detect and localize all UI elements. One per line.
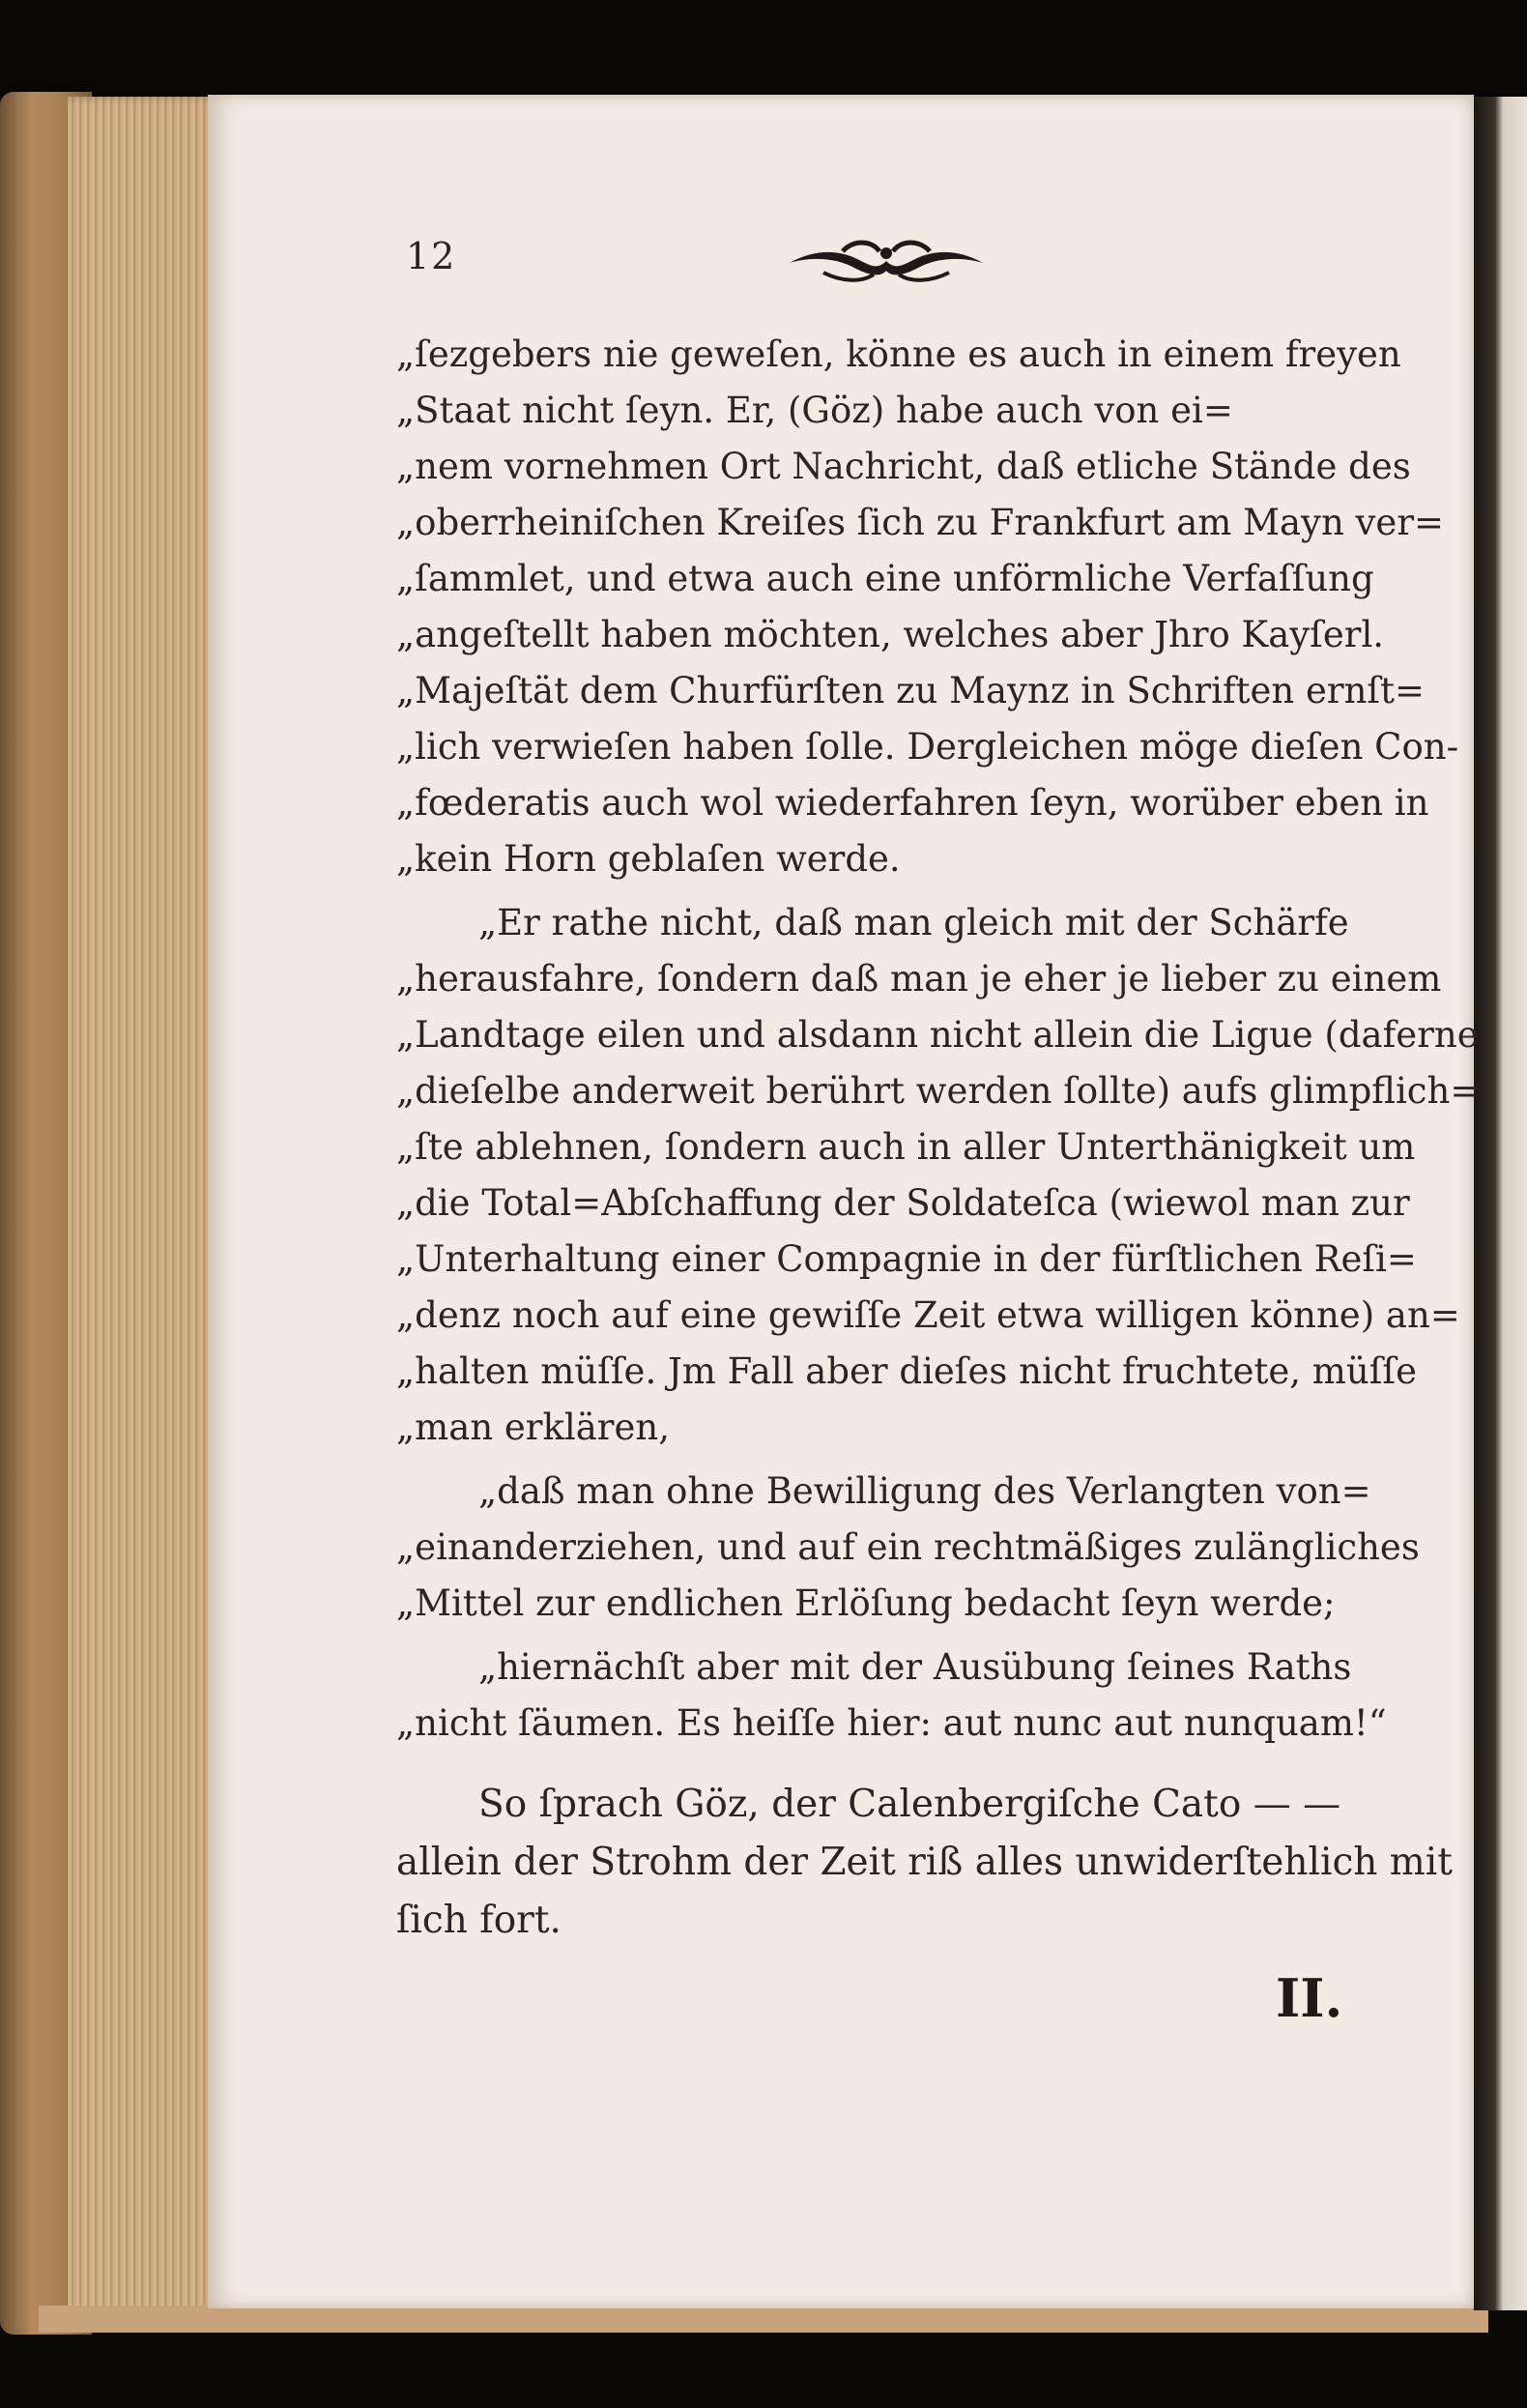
paragraph-first-line: „Er rathe nicht, daß man gleich mit der Schärfe — [478, 902, 1349, 943]
text-line: „Majeſtät dem Churfürſten zu Maynz in Schriften ernſt= — [396, 670, 1425, 711]
text-line: „oberrheiniſchen Kreiſes ſich zu Frankfurt am Mayn ver= — [396, 502, 1445, 543]
text-line: „Mittel zur endlichen Erlöſung bedacht ſeyn werde; — [396, 1582, 1336, 1624]
text-line: „halten müſſe. Jm Fall aber dieſes nicht fruchtete, müſſe — [396, 1350, 1417, 1392]
text-line: ſich fort. — [396, 1899, 562, 1942]
text-line: „dieſelbe anderweit berührt werden ſollte) aufs glimpflich= — [396, 1070, 1481, 1112]
facing-page-edge — [1474, 97, 1527, 2310]
text-line: „denz noch auf eine gewiſſe Zeit etwa willigen könne) an= — [396, 1294, 1460, 1336]
text-line: „lich verwieſen haben ſolle. Dergleichen möge dieſen Con- — [396, 726, 1459, 768]
text-line: „fœderatis auch wol wiederfahren ſeyn, worüber eben in — [396, 782, 1429, 824]
text-line: „angeſtellt haben möchten, welches aber Jhro Kayſerl. — [396, 614, 1385, 655]
paragraph-first-line: So ſprach Göz, der Calenbergiſche Cato — — — [478, 1783, 1341, 1826]
text-line: „man erklären, — [396, 1407, 670, 1448]
text-line: „nicht ſäumen. Es heiſſe hier: aut nunc aut nunquam!“ — [396, 1702, 1387, 1744]
page-stack-edge — [68, 97, 222, 2320]
fleuron-ornament-icon — [785, 232, 988, 290]
page-number: 12 — [406, 235, 457, 277]
section-mark: II. — [1276, 1967, 1343, 2029]
text-line: „die Total=Abſchaffung der Soldateſca (wiewol man zur — [396, 1182, 1410, 1224]
text-line: „kein Horn geblaſen werde. — [396, 838, 901, 880]
paragraph-first-line: „hiernächſt aber mit der Ausübung ſeines Raths — [478, 1646, 1352, 1688]
paragraph-first-line: „daß man ohne Bewilligung des Verlangten von= — [478, 1470, 1371, 1512]
text-line: „herausfahre, ſondern daß man je eher je lieber zu einem — [396, 958, 1442, 1000]
text-line: „ſte ablehnen, ſondern auch in aller Unterthänigkeit um — [396, 1126, 1416, 1168]
text-line: „Staat nicht ſeyn. Er, (Göz) habe auch von ei= — [396, 390, 1233, 431]
text-line: allein der Strohm der Zeit riß alles unwiderſtehlich mit — [396, 1841, 1453, 1884]
text-line: „ſammlet, und etwa auch eine unförmliche Verfaſſung — [396, 558, 1374, 599]
text-line: „Unterhaltung einer Compagnie in der fürſtlichen Reſi= — [396, 1238, 1417, 1280]
text-line: „einanderziehen, und auf ein rechtmäßiges zulängliches — [396, 1526, 1420, 1568]
page-stack-bottom — [39, 2306, 1488, 2333]
text-line: „nem vornehmen Ort Nachricht, daß etliche Stände des — [396, 446, 1411, 487]
text-line: „Landtage eilen und alsdann nicht allein die Ligue (daferne — [396, 1014, 1479, 1056]
background-shadow — [0, 0, 1527, 97]
text-line: „ſezgebers nie geweſen, könne es auch in einem freyen — [396, 334, 1401, 375]
